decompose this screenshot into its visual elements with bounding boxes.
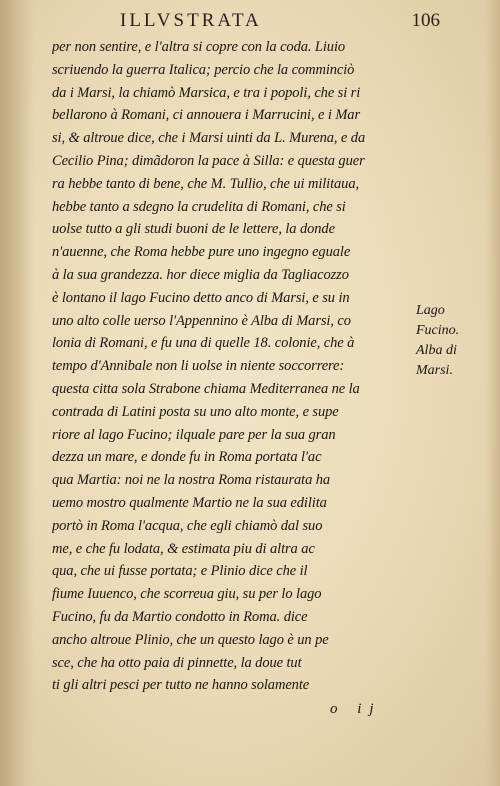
text-line: tempo d'Annibale non li uolse in niente soccorrere: bbox=[52, 358, 345, 375]
text-line: è lontano il lago Fucino detto anco di Marsi, e su in bbox=[52, 289, 350, 306]
running-head bbox=[120, 10, 440, 36]
text-line: questa citta sola Strabone chiama Mediterranea ne la bbox=[52, 380, 360, 397]
text-line: ra hebbe tanto di bene, che M. Tullio, che ui militaua, bbox=[52, 175, 360, 192]
main-text bbox=[52, 36, 416, 697]
text-line: portò in Roma l'acqua, che egli chiamò dal suo bbox=[52, 517, 323, 534]
marginal-note bbox=[416, 301, 480, 381]
text-line: si, & altroue dice, che i Marsi uinti da L. Murena, e da bbox=[52, 130, 366, 147]
page-gutter-shadow bbox=[0, 0, 34, 786]
text-line: me, e che fu lodata, & estimata piu di altra ac bbox=[52, 540, 315, 557]
marginal-note-line: Lago bbox=[416, 303, 445, 318]
marginal-note-line: Fucino. bbox=[416, 323, 460, 338]
marginal-note-line: Marsi. bbox=[416, 363, 453, 378]
page-number: 106 bbox=[411, 10, 440, 31]
marginal-note-line: Alba di bbox=[416, 343, 457, 358]
text-line: contrada di Latini posta su uno alto monte, e supe bbox=[52, 403, 339, 420]
text-line: lonia di Romani, e fu una di quelle 18. colonie, che à bbox=[52, 335, 355, 352]
text-line: uno alto colle uerso l'Appennino è Alba di Marsi, co bbox=[52, 312, 351, 329]
running-title: ILLVSTRATA bbox=[120, 10, 262, 31]
text-line: ti gli altri pesci per tutto ne hanno solamente bbox=[52, 677, 310, 694]
text-line: dezza un mare, e donde fu in Roma portata l'ac bbox=[52, 449, 322, 466]
text-line: Fucino, fu da Martio condotto in Roma. dice bbox=[52, 608, 308, 625]
text-line: bellarono à Romani, ci annouera i Marrucini, e i Mar bbox=[52, 107, 360, 124]
text-line: à la sua grandezza. hor diece miglia da Tagliacozzo bbox=[52, 266, 349, 283]
text-line: scriuendo la guerra Italica; percio che la comminciò bbox=[52, 61, 355, 78]
text-line: per non sentire, e l'altra si copre con la coda. Liuio bbox=[52, 39, 346, 55]
text-line: n'auenne, che Roma hebbe pure uno ingegno eguale bbox=[52, 244, 351, 261]
text-line: Cecilio Pina; dimãdoron la pace à Silla: e questa guer bbox=[52, 152, 365, 169]
text-line: fiume Iuuenco, che scorreua giu, su per lo lago bbox=[52, 586, 322, 603]
text-line: qua, che ui fusse portata; e Plinio dice che il bbox=[52, 563, 308, 580]
text-line: ancho altroue Plinio, che un questo lago è un pe bbox=[52, 631, 329, 648]
text-line: da i Marsi, la chiamò Marsica, e tra i popoli, che si ri bbox=[52, 84, 361, 101]
text-line: hebbe tanto a sdegno la crudelita di Romani, che si bbox=[52, 198, 346, 215]
signature-mark: o ij bbox=[330, 701, 382, 717]
text-line: qua Martia: noi ne la nostra Roma ristaurata ha bbox=[52, 472, 331, 489]
text-line: uemo mostro qualmente Martio ne la sua edilita bbox=[52, 494, 327, 511]
page-edge-shadow bbox=[486, 0, 500, 786]
text-line: riore al lago Fucino; ilquale pare per la sua gran bbox=[52, 426, 336, 443]
text-line: uolse tutto a gli studi buoni de le lettere, la donde bbox=[52, 221, 335, 238]
text-line: sce, che ha otto paia di pinnette, la doue tut bbox=[52, 654, 302, 671]
